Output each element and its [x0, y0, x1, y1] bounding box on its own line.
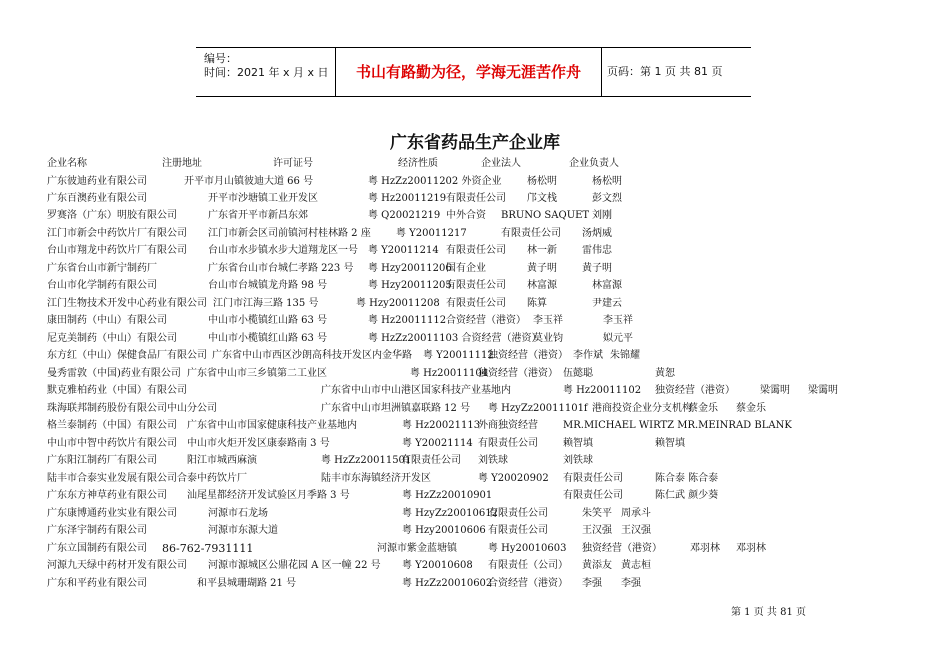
license-number: 粤 HzyZz20010612 [402, 508, 498, 519]
company-name: 广东阳江制药厂有限公司 [47, 455, 157, 466]
license-number: 粤 Hz20011104 [410, 368, 489, 379]
legal-representative: 李强 [582, 578, 602, 589]
license-number: 粤 Hzy20011206 [368, 263, 452, 274]
registered-address: 河源市紫金蓝塘镇 [377, 543, 457, 554]
license-number: 粤 Y20021114 [402, 438, 473, 449]
legal-representative: 李作斌 [573, 350, 603, 361]
legal-representative: 杨松明 [527, 176, 557, 187]
legal-representative: 梁霭明 [760, 385, 790, 396]
company-name: 广东康博通药业实业有限公司 [47, 508, 177, 519]
registered-address: 中山市小榄镇红山路 63 号 [208, 315, 328, 326]
economic-nature: 有限责任公司 [563, 473, 623, 484]
company-name: 河源九天绿中药材开发有限公司 [47, 560, 187, 571]
header-slogan: 书山有路勤为径，学海无涯苦作舟 [336, 48, 602, 96]
registered-address: 台山市台城镇龙舟路 98 号 [208, 280, 328, 291]
company-name: 广东彼迪药业有限公司 [47, 176, 147, 187]
legal-representative: 伍懿聪 [563, 368, 593, 379]
license-number: 粤 HzyZz20011101f [488, 403, 588, 414]
responsible-person: 黄志桓 [621, 560, 651, 571]
registered-address: 广东省开平市新昌东郊 [208, 210, 308, 221]
economic-nature: 有限责任公司 [488, 525, 548, 536]
license-number: 粤 HzZz20011202 外资企业 [368, 176, 502, 187]
legal-representative: 黄子明 [527, 263, 557, 274]
legal-representative: 邝文栈 [527, 193, 557, 204]
registered-address: 汕尾星都经济开发试验区月季路 3 号 [187, 490, 350, 501]
license-number: 粤 Y20011112 [423, 350, 494, 361]
company-name: 广东泽宇制药有限公司 [47, 525, 147, 536]
economic-nature: 有限责任（公司） [488, 560, 568, 571]
responsible-person: 雷伟忠 [582, 245, 612, 256]
company-name: 广东省台山市新宁制药厂 [47, 263, 157, 274]
economic-nature: 有限责任公司 [501, 228, 561, 239]
company-name: 格兰泰制药（中国）有限公司 [47, 420, 177, 431]
company-name: 东方红（中山）保健食品厂有限公司 [47, 350, 207, 361]
registered-address: 中山市小榄镇红山路 63 号 [208, 333, 328, 344]
legal-representative: 莫业钧 [533, 333, 563, 344]
legal-representative: 赖智填 [563, 438, 593, 449]
license-number: 粤 Y20020902 [478, 473, 549, 484]
registered-address: 河源市东源大道 [208, 525, 278, 536]
column-header: 企业负责人 [569, 158, 619, 169]
legal-representative: 邓羽林 [690, 543, 720, 554]
registered-address: 中山市火炬开发区康泰路南 3 号 [187, 438, 330, 449]
company-name: 默克雅柏药业（中国）有限公司 [47, 385, 187, 396]
registered-address: 江门市江海三路 135 号 [213, 298, 319, 309]
license-number: 粤 Hz20011219 [368, 193, 447, 204]
legal-representative: 李玉祥 [533, 315, 563, 326]
responsible-person: 杨松明 [592, 176, 622, 187]
economic-nature: 港商投资企业分支机构 [592, 403, 692, 414]
legal-representative: 刘铁球 [478, 455, 508, 466]
registered-address: 广东省中山市西区沙朗高科技开发区内金华路 [212, 350, 412, 361]
license-number: 粤 HzZz20011103 合资经营（港资） [368, 333, 542, 344]
responsible-person: 李强 [621, 578, 641, 589]
company-name: 江门生物技术开发中心药业有限公司 [47, 298, 207, 309]
economic-nature: 有限责任公司 [446, 298, 506, 309]
license-number: 粤 Hzy20011205 [368, 280, 452, 291]
registered-address: 开平市沙塘镇工业开发区 [208, 193, 318, 204]
company-name: 江门市新会中药饮片厂有限公司 [47, 228, 187, 239]
economic-nature: 国有企业 [446, 263, 486, 274]
economic-nature: 独资经营（港资） [655, 385, 735, 396]
company-name: 尼克美制药（中山）有限公司 [47, 333, 177, 344]
economic-nature: 外商独资经营 [478, 420, 538, 431]
license-number: 粤 Hzy20010606 [402, 525, 486, 536]
registered-address: 江门市新会区司前镇河村桂林路 2 座 [208, 228, 371, 239]
header-page-label: 页码：第 1 页 共 81 页 [607, 65, 723, 78]
column-header: 注册地址 [162, 158, 202, 169]
registered-address: 陆丰市东海镇经济开发区 [321, 473, 431, 484]
responsible-person: 王汉强 [621, 525, 651, 536]
responsible-person: 赖智填 [655, 438, 685, 449]
registered-address: 台山市水步镇水步大道翔龙区一号 [208, 245, 358, 256]
responsible-person: 周承斗 [621, 508, 651, 519]
economic-nature: 有限责任公司 [446, 245, 506, 256]
responsible-person: 黄恕 [655, 368, 675, 379]
column-header: 经济性质 [398, 158, 438, 169]
responsible-person: 蔡金乐 [736, 403, 766, 414]
economic-nature: 有限责任公司 [563, 490, 623, 501]
economic-nature: 有限责任公司 [446, 280, 506, 291]
company-name: 珠海联邦制药股份有限公司中山分公司 [47, 403, 217, 414]
company-name: 陆丰市合泰实业发展有限公司合泰中药饮片厂 [47, 473, 247, 484]
company-name: 康田制药（中山）有限公司 [47, 315, 167, 326]
legal-representative: MR.MICHAEL WIRTZ MR.MEINRAD BLANK [563, 420, 792, 431]
company-name: 广东立国制药有限公司 [47, 543, 147, 554]
header-meta-cell [196, 48, 336, 96]
responsible-person: 朱锦耀 [610, 350, 640, 361]
company-name: 广东和平药业有限公司 [47, 578, 147, 589]
license-number: 粤 HzZz20011501 [321, 455, 412, 466]
license-number: 粤 Y20011214 [368, 245, 439, 256]
responsible-person: 刘铁球 [563, 455, 593, 466]
legal-representative: 蔡金乐 [688, 403, 718, 414]
registered-address: 河源市源城区公鼎花园 A 区一幢 22 号 [208, 560, 381, 571]
responsible-person: 彭文烈 [592, 193, 622, 204]
responsible-person: 梁霭明 [808, 385, 838, 396]
license-number: 粤 Hz20011112 [368, 315, 447, 326]
license-number: 粤 Hz20011102 [563, 385, 642, 396]
license-number: 粤 Y20011217 [396, 228, 467, 239]
economic-nature: 有限责任公司 [478, 438, 538, 449]
license-number: 粤 Q20021219 [368, 210, 441, 221]
company-name: 罗赛洛（广东）明胶有限公司 [47, 210, 177, 221]
registered-address: 开平市月山镇彼迪大道 66 号 [184, 176, 314, 187]
economic-nature: 有限责任公司 [488, 508, 548, 519]
responsible-person: 汤炳威 [582, 228, 612, 239]
registered-address: 广东省台山市台城仁孝路 223 号 [208, 263, 354, 274]
company-name: 广东百澳药业有限公司 [47, 193, 147, 204]
license-number: 粤 Hzy20011208 [356, 298, 440, 309]
company-name: 台山市化学制药有限公司 [47, 280, 157, 291]
registered-address: 和平县城珊瑚路 21 号 [197, 578, 297, 589]
registered-address: 广东省中山市中山港区国家科技产业基地内 [321, 385, 511, 396]
legal-representative: 黄添友 [582, 560, 612, 571]
economic-nature: 合资经营（港资） [488, 578, 568, 589]
responsible-person: 黄子明 [582, 263, 612, 274]
legal-representative: BRUNO SAQUET [501, 210, 590, 221]
document-number-label: 编号： [204, 52, 237, 65]
legal-representative: 陈算 [527, 298, 547, 309]
responsible-person: 姒元平 [603, 333, 633, 344]
company-name: 中山市中智中药饮片有限公司 [47, 438, 177, 449]
license-number: 粤 HzZz20010602 [402, 578, 493, 589]
document-date-label: 时间：2021 年 x 月 x 日 [204, 66, 329, 79]
economic-nature: 有限责任公司 [446, 193, 506, 204]
phone-number: 86-762-7931111 [162, 542, 254, 555]
page-footer: 第 1 页 共 81 页 [731, 607, 806, 618]
registered-address: 广东省中山市坦洲镇嘉联路 12 号 [321, 403, 471, 414]
economic-nature: 独资经营（港资） [582, 543, 662, 554]
legal-representative: 陈合泰 陈合泰 [655, 473, 719, 484]
column-header: 企业名称 [47, 158, 87, 169]
responsible-person: 尹建云 [592, 298, 622, 309]
license-number: 粤 Y20010608 [402, 560, 473, 571]
column-header: 企业法人 [481, 158, 521, 169]
legal-representative: 朱笑平 [582, 508, 612, 519]
economic-nature: 合资经营（港资） [446, 315, 526, 326]
economic-nature: 中外合资 [446, 210, 486, 221]
economic-nature: 独资经营（港资） [478, 368, 558, 379]
responsible-person: 邓羽林 [736, 543, 766, 554]
license-number: 粤 HzZz20010901 [402, 490, 493, 501]
registered-address: 广东省中山市国家健康科技产业基地内 [187, 420, 357, 431]
economic-nature: 独资经营（港资） [488, 350, 568, 361]
company-name: 台山市翔龙中药饮片厂有限公司 [47, 245, 187, 256]
legal-representative: 陈仁武 颜少葵 [655, 490, 719, 501]
responsible-person: 刘刚 [592, 210, 612, 221]
registered-address: 广东省中山市三乡镇第二工业区 [187, 368, 327, 379]
legal-representative: 王汉强 [582, 525, 612, 536]
registered-address: 阳江市城西麻演 [187, 455, 257, 466]
company-name: 曼秀雷敦（中国)药业有限公司 [47, 368, 181, 379]
economic-nature: 有限责任公司 [401, 455, 461, 466]
legal-representative: 林一新 [527, 245, 557, 256]
responsible-person: 李玉祥 [603, 315, 633, 326]
responsible-person: 林富源 [592, 280, 622, 291]
license-number: 粤 Hz20021113 [402, 420, 481, 431]
registered-address: 河源市石龙场 [208, 508, 268, 519]
legal-representative: 林富源 [527, 280, 557, 291]
license-number: 粤 Hy20010603 [488, 543, 567, 554]
company-name: 广东东方神草药业有限公司 [47, 490, 167, 501]
page-title: 广东省药品生产企业库 [390, 133, 560, 153]
column-header: 许可证号 [273, 158, 313, 169]
document-header [196, 47, 751, 97]
